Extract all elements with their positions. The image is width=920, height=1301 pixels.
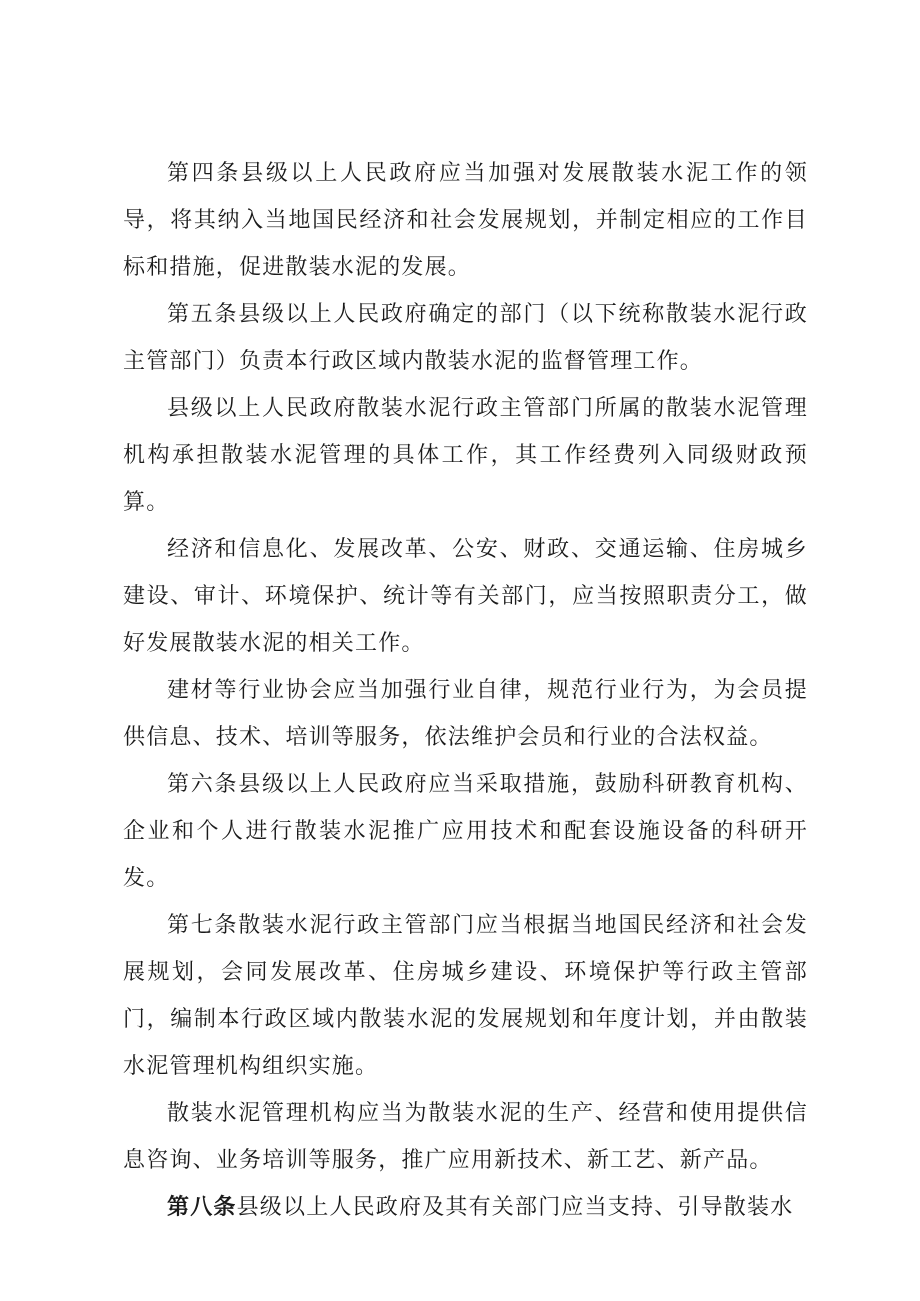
- paragraph-article-5-clause-2: 县级以上人民政府散装水泥行政主管部门所属的散装水泥管理机构承担散装水泥管理的具体工作，其工作经费列入同级财政预算。: [123, 396, 808, 515]
- paragraph-article-4: 第四条县级以上人民政府应当加强对发展散装水泥工作的领导，将其纳入当地国民经济和社会发展规划，并制定相应的工作目标和措施，促进散装水泥的发展。: [123, 161, 808, 280]
- paragraph-article-5-clause-4: 建材等行业协会应当加强行业自律，规范行业行为，为会员提供信息、技术、培训等服务，依法维护会员和行业的合法权益。: [123, 678, 808, 750]
- article-8-text: 县级以上人民政府及其有关部门应当支持、引导散装水: [236, 1195, 794, 1220]
- article-8-heading: 第八条: [167, 1194, 237, 1220]
- document-body: [123, 150, 808, 1231]
- paragraph-article-7: 第七条散装水泥行政主管部门应当根据当地国民经济和社会发展规划，会同发展改革、住房城乡建设、环境保护等行政主管部门，编制本行政区域内散装水泥的发展规划和年度计划，并由散装水泥管理机构组织实施。: [123, 913, 808, 1079]
- paragraph-article-8: [123, 1184, 808, 1231]
- paragraph-article-6: 第六条县级以上人民政府应当采取措施，鼓励科研教育机构、企业和个人进行散装水泥推广应用技术和配套设施设备的科研开发。: [123, 772, 808, 891]
- paragraph-article-5: 第五条县级以上人民政府确定的部门（以下统称散装水泥行政主管部门）负责本行政区域内散装水泥的监督管理工作。: [123, 302, 808, 374]
- paragraph-article-7-clause-2: 散装水泥管理机构应当为散装水泥的生产、经营和使用提供信息咨询、业务培训等服务，推广应用新技术、新工艺、新产品。: [123, 1101, 808, 1173]
- paragraph-article-5-clause-3: 经济和信息化、发展改革、公安、财政、交通运输、住房城乡建设、审计、环境保护、统计等有关部门，应当按照职责分工，做好发展散装水泥的相关工作。: [123, 537, 808, 656]
